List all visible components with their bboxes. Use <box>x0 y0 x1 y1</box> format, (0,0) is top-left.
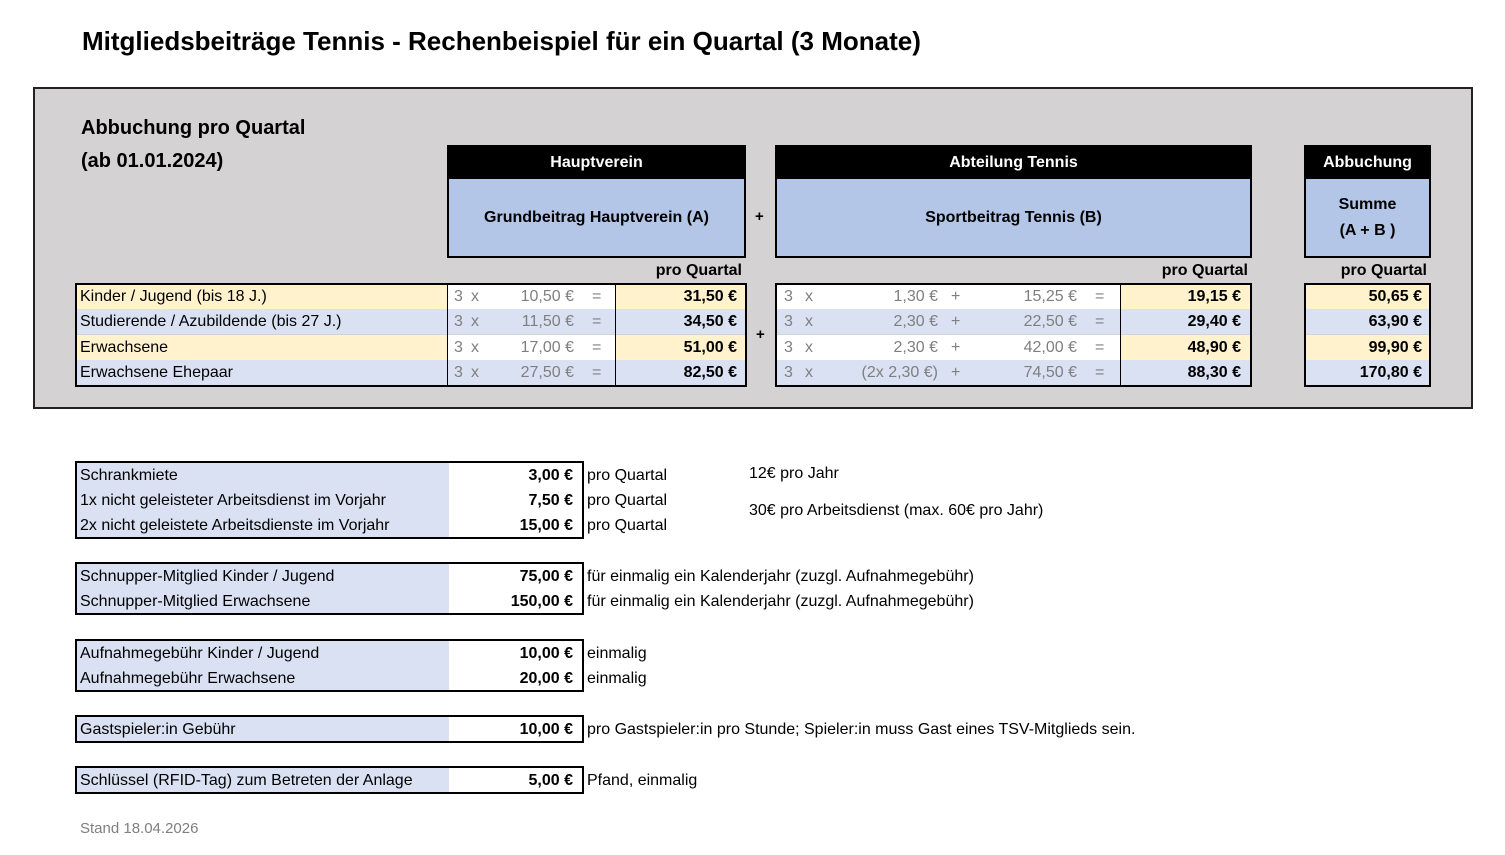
divider <box>1120 284 1121 386</box>
a-monthly: 10,50 € <box>520 288 574 305</box>
category-label: Kinder / Jugend (bis 18 J.) <box>76 284 448 309</box>
fee-label: Gastspieler:in Gebühr <box>77 717 449 742</box>
b-part2: 15,25 € <box>1023 288 1077 305</box>
fee-label: 1x nicht geleisteter Arbeitsdienst im Vorjahr <box>77 488 449 513</box>
a-equals: = <box>592 313 602 330</box>
fee-note: pro Quartal <box>587 492 668 509</box>
sum-total: 63,90 € <box>1305 309 1430 334</box>
fee-value: 150,00 € <box>449 589 582 614</box>
b-times: x <box>805 288 813 305</box>
fee-value: 5,00 € <box>449 768 582 793</box>
stand-date: Stand 18.04.2026 <box>80 820 199 837</box>
a-total: 31,50 € <box>616 284 746 309</box>
a-multiplier: 3 <box>454 313 463 330</box>
b-times: x <box>805 339 813 356</box>
category-label: Erwachsene <box>76 335 448 360</box>
b-multiplier: 3 <box>784 313 793 330</box>
fee-value: 75,00 € <box>449 564 582 589</box>
a-times: x <box>471 339 479 356</box>
b-part2: 42,00 € <box>1023 339 1077 356</box>
b-equals: = <box>1095 313 1105 330</box>
abbuchung-per-quarter: pro Quartal <box>1340 262 1427 279</box>
fee-label: Schnupper-Mitglied Erwachsene <box>77 589 449 614</box>
tennis-per-quarter: pro Quartal <box>1161 262 1248 279</box>
abbuchung-label <box>1304 179 1431 258</box>
b-part2: 22,50 € <box>1023 313 1077 330</box>
a-total: 34,50 € <box>616 309 746 334</box>
workduty-note: 30€ pro Arbeitsdienst (max. 60€ pro Jahr) <box>749 502 1044 519</box>
b-part1: 2,30 € <box>893 313 938 330</box>
b-multiplier: 3 <box>784 288 793 305</box>
fee-note: Pfand, einmalig <box>587 772 698 789</box>
b-part2: 74,50 € <box>1023 364 1077 381</box>
plus-sign-rows: + <box>756 326 765 343</box>
b-total: 88,30 € <box>1121 360 1251 385</box>
hauptverein-label: Grundbeitrag Hauptverein (A) <box>447 179 746 258</box>
abbuchung-header: Abbuchung <box>1304 145 1431 180</box>
a-equals: = <box>592 288 602 305</box>
a-monthly: 17,00 € <box>520 339 574 356</box>
fee-value: 15,00 € <box>449 513 582 538</box>
fee-note: pro Quartal <box>587 517 668 534</box>
b-equals: = <box>1095 339 1105 356</box>
fee-note: einmalig <box>587 670 647 687</box>
fee-label: Schlüssel (RFID-Tag) zum Betreten der Anlage <box>77 768 449 793</box>
b-times: x <box>805 364 813 381</box>
a-monthly: 11,50 € <box>521 313 574 330</box>
fee-note: für einmalig ein Kalenderjahr (zuzgl. Aufnahmegebühr) <box>587 568 974 585</box>
b-total: 19,15 € <box>1121 284 1251 309</box>
fee-label: Aufnahmegebühr Kinder / Jugend <box>77 641 449 666</box>
b-plus: + <box>951 313 961 330</box>
hauptverein-per-quarter: pro Quartal <box>655 262 742 279</box>
b-part1: 2,30 € <box>893 339 938 356</box>
b-multiplier: 3 <box>784 364 793 381</box>
b-plus: + <box>951 288 961 305</box>
sum-label: Summe <box>1338 195 1397 213</box>
fee-note: einmalig <box>587 645 647 662</box>
a-times: x <box>471 288 479 305</box>
sum-total: 50,65 € <box>1305 284 1430 309</box>
tennis-header: Abteilung Tennis <box>775 145 1252 180</box>
b-equals: = <box>1095 288 1105 305</box>
fee-value: 3,00 € <box>449 463 582 488</box>
a-equals: = <box>592 339 602 356</box>
fee-note: pro Quartal <box>587 467 668 484</box>
fee-label: Schrankmiete <box>77 463 449 488</box>
b-equals: = <box>1095 364 1105 381</box>
a-total: 82,50 € <box>616 360 746 385</box>
a-monthly: 27,50 € <box>520 364 574 381</box>
a-multiplier: 3 <box>454 288 463 305</box>
b-plus: + <box>951 339 961 356</box>
divider <box>447 284 448 386</box>
b-times: x <box>805 313 813 330</box>
locker-yearly-note: 12€ pro Jahr <box>749 465 839 482</box>
panel-heading: Abbuchung pro Quartal <box>81 117 306 139</box>
panel-subheading: (ab 01.01.2024) <box>81 150 224 172</box>
plus-sign-header: + <box>755 208 764 225</box>
divider <box>615 284 616 386</box>
a-multiplier: 3 <box>454 339 463 356</box>
b-total: 48,90 € <box>1121 335 1251 360</box>
fee-value: 10,00 € <box>449 717 582 742</box>
a-times: x <box>471 313 479 330</box>
sum-total: 99,90 € <box>1305 335 1430 360</box>
sum-total: 170,80 € <box>1305 360 1430 385</box>
fee-label: Schnupper-Mitglied Kinder / Jugend <box>77 564 449 589</box>
b-part1: 1,30 € <box>893 288 938 305</box>
b-total: 29,40 € <box>1121 309 1251 334</box>
fee-note: für einmalig ein Kalenderjahr (zuzgl. Aufnahmegebühr) <box>587 593 974 610</box>
fee-value: 20,00 € <box>449 666 582 691</box>
fee-value: 7,50 € <box>449 488 582 513</box>
category-label: Erwachsene Ehepaar <box>76 360 448 385</box>
a-equals: = <box>592 364 602 381</box>
a-multiplier: 3 <box>454 364 463 381</box>
page-title: Mitgliedsbeiträge Tennis - Rechenbeispiel für ein Quartal (3 Monate) <box>82 26 921 56</box>
fee-label: Aufnahmegebühr Erwachsene <box>77 666 449 691</box>
b-part1: (2x 2,30 €) <box>861 364 938 381</box>
fee-value: 10,00 € <box>449 641 582 666</box>
sum-formula: (A + B ) <box>1339 221 1396 239</box>
b-plus: + <box>951 364 961 381</box>
b-multiplier: 3 <box>784 339 793 356</box>
a-times: x <box>471 364 479 381</box>
hauptverein-header: Hauptverein <box>447 145 746 180</box>
tennis-label: Sportbeitrag Tennis (B) <box>775 179 1252 258</box>
category-label: Studierende / Azubildende (bis 27 J.) <box>76 309 448 334</box>
fee-note: pro Gastspieler:in pro Stunde; Spieler:in muss Gast eines TSV-Mitglieds sein. <box>587 721 1136 738</box>
a-total: 51,00 € <box>616 335 746 360</box>
fee-label: 2x nicht geleistete Arbeitsdienste im Vorjahr <box>77 513 449 538</box>
